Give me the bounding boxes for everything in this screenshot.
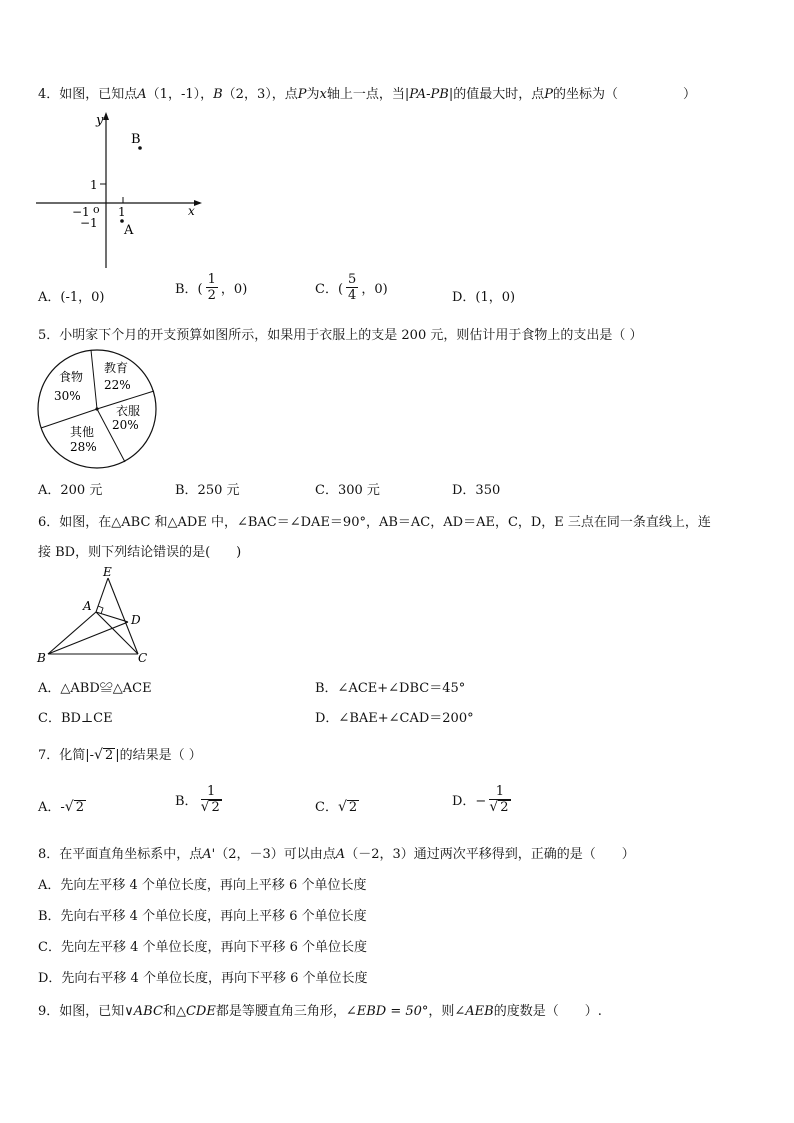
point-b-label: B bbox=[131, 132, 141, 147]
q7-option-d[interactable]: D．− $\frac{1}{√ 2}$ bbox=[452, 784, 509, 815]
q6-option-d[interactable]: D．∠BAE+∠CAD＝200° bbox=[315, 711, 474, 726]
label-a: A bbox=[83, 599, 92, 613]
fraction: $\frac{1}{√ 2}$ bbox=[489, 784, 509, 815]
pie-other-pct: 28% bbox=[70, 440, 97, 454]
pie-food-label: 食物 bbox=[59, 370, 84, 384]
q4-option-b[interactable]: B．( $\frac{1}{2}$ ，0) bbox=[175, 272, 248, 303]
pie-other-label: 其他 bbox=[70, 425, 95, 439]
y-axis-label: y bbox=[96, 113, 104, 128]
question-5-stem: 5．小明家下个月的开支预算如图所示，如果用于衣服上的支是 200 元，则估计用于食物上的支出是（ ） bbox=[38, 328, 643, 343]
q4-option-c[interactable]: C．( $\frac{5}{4}$ ，0) bbox=[315, 272, 388, 303]
q8-option-b[interactable]: B．先向右平移 4 个单位长度，再向上平移 6 个单位长度 bbox=[38, 909, 367, 924]
q5-option-b[interactable]: B．250 元 bbox=[175, 483, 240, 498]
q4-option-a[interactable]: A．(-1，0) bbox=[38, 290, 105, 305]
tick-neg1-y: −1 bbox=[80, 216, 98, 230]
q8-option-a[interactable]: A．先向左平移 4 个单位长度，再向上平移 6 个单位长度 bbox=[38, 878, 367, 893]
q6-option-c[interactable]: C．BD⊥CE bbox=[38, 711, 113, 726]
pie-edu-pct: 22% bbox=[104, 378, 131, 392]
pie-edu-label: 教育 bbox=[104, 361, 129, 375]
question-6-stem-line-2: 接 BD，则下列结论错误的是( ) bbox=[38, 545, 242, 560]
q7-option-c[interactable]: C．√ 2 bbox=[315, 799, 358, 815]
tick-1-y: 1 bbox=[90, 178, 98, 192]
q6-option-a[interactable]: A．△ABD≌△ACE bbox=[38, 681, 152, 696]
q5-option-a[interactable]: A．200 元 bbox=[38, 483, 103, 498]
question-7-stem: 7．化简|-√ 2 |的结果是（ ） bbox=[38, 747, 202, 763]
q7-option-a[interactable]: A．-√ 2 bbox=[38, 799, 84, 815]
point-a-label: A bbox=[124, 223, 134, 238]
question-6-triangle-figure bbox=[34, 564, 154, 666]
tick-1-x: 1 bbox=[118, 205, 126, 219]
fraction: $\frac{1}{√ 2}$ bbox=[200, 784, 220, 815]
q8-option-d[interactable]: D．先向右平移 4 个单位长度，再向下平移 6 个单位长度 bbox=[38, 971, 368, 986]
pie-clothes-label: 衣服 bbox=[116, 404, 141, 418]
fraction: $\frac{5}{4}$ bbox=[348, 272, 357, 303]
x-axis-label: x bbox=[188, 204, 195, 218]
q6-option-b[interactable]: B．∠ACE+∠DBC＝45° bbox=[315, 681, 466, 696]
fraction: $\frac{1}{2}$ bbox=[207, 272, 216, 303]
label-c: C bbox=[138, 651, 148, 665]
pie-clothes-pct: 20% bbox=[112, 418, 139, 432]
q5-option-c[interactable]: C．300 元 bbox=[315, 483, 380, 498]
tick-neg1-x: −1 bbox=[72, 205, 90, 219]
question-4-coordinate-figure bbox=[30, 108, 210, 273]
q4-option-d[interactable]: D．(1，0) bbox=[452, 290, 516, 305]
label-d: D bbox=[131, 613, 141, 627]
pie-food-pct: 30% bbox=[54, 389, 81, 403]
question-9-stem: 9．如图，已知∨ABC和△CDE都是等腰直角三角形，∠EBD = 50°，则∠AEB的度数是（ ）. bbox=[38, 1004, 602, 1019]
label-e: E bbox=[103, 565, 112, 579]
question-4-stem: 4．如图，已知点A（1，-1），B（2，3），点P为x轴上一点，当|PA-PB|的值最大时，点P的坐标为（ ） bbox=[38, 87, 697, 102]
q8-option-c[interactable]: C．先向左平移 4 个单位长度，再向下平移 6 个单位长度 bbox=[38, 940, 368, 955]
label-b: B bbox=[37, 651, 46, 665]
question-8-stem: 8．在平面直角坐标系中，点A'（2，－3）可以由点A（－2，3）通过两次平移得到，正确的是（ ） bbox=[38, 847, 635, 862]
question-5-pie-chart bbox=[34, 348, 164, 472]
q5-option-d[interactable]: D．350 bbox=[452, 483, 501, 498]
origin-label: o bbox=[93, 203, 100, 216]
question-6-stem-line-1: 6．如图，在△ABC 和△ADE 中，∠BAC＝∠DAE＝90°，AB＝AC，AD＝AE，C，D，E 三点在同一条直线上，连 bbox=[38, 515, 711, 530]
q7-option-b[interactable]: B． $\frac{1}{√ 2}$ bbox=[175, 784, 220, 815]
